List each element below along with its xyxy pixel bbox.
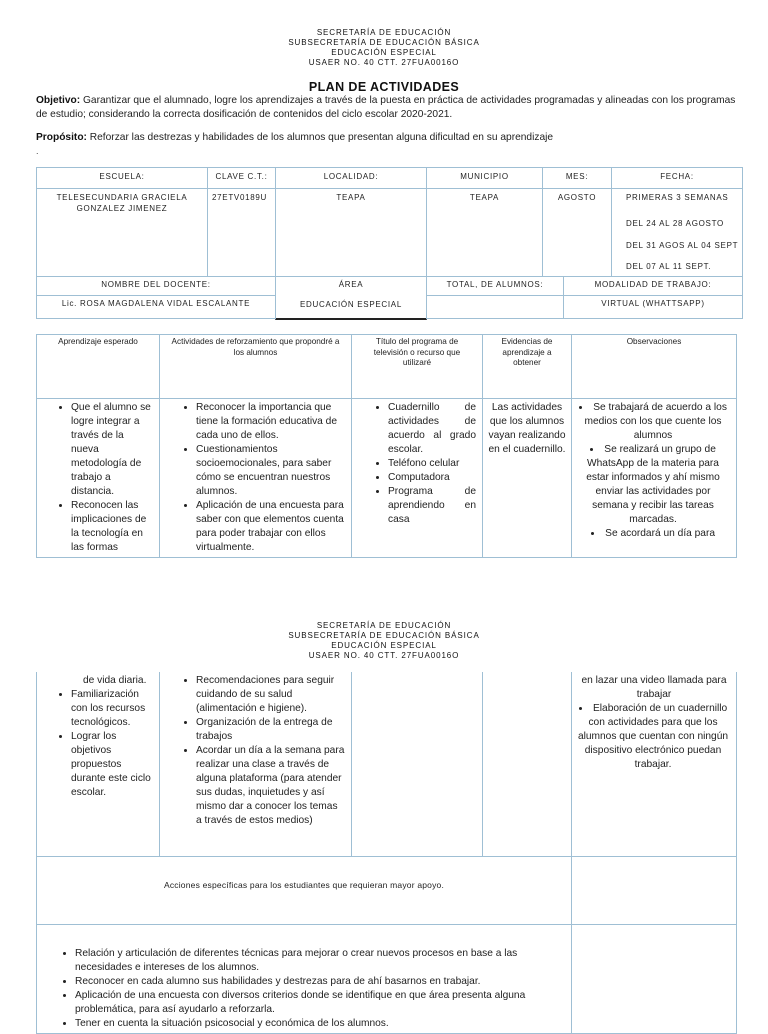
- fecha-line-1: PRIMERAS 3 SEMANAS: [626, 193, 729, 202]
- page-header: [0, 28, 768, 68]
- proposito-paragraph: [36, 131, 736, 145]
- list-item: • Programa de aprendiendo en casa: [388, 485, 476, 527]
- list-item: • Lograr los objetivos propuestos durante este ciclo escolar.: [71, 730, 153, 800]
- header-subsecretaria: SUBSECRETARÍA DE EDUCACIÓN BÁSICA: [288, 38, 480, 47]
- acciones-side-cell-2: [571, 924, 737, 1034]
- header-aprendizaje: Aprendizaje esperado: [36, 334, 160, 399]
- list-item: • Elaboración de un cuadernillo con actividades para que los alumnos que cuentan con ningún dispositivo electrónico puedan trabajar.: [576, 702, 730, 772]
- list-item: • Se trabajará de acuerdo a los medios con los que cuente los alumnos: [576, 401, 730, 443]
- list-item: • Cuestionamientos socioemocionales, para saber cómo se encuentran nuestros alumnos.: [196, 443, 345, 499]
- header-fecha: FECHA:: [611, 167, 743, 189]
- aprendizaje-cell-continued: [36, 672, 160, 857]
- list-item: • Se acordará un día para: [576, 527, 730, 541]
- area-cell: [275, 276, 427, 320]
- list-item: • Reconocer en cada alumno sus habilidades y destrezas para de ahí basarnos en trabajar.: [75, 975, 547, 989]
- list-item: • Que el alumno se logre integrar a través de la nueva metodología de trabajo a distancia.: [71, 401, 153, 499]
- list-item: • Familiarización con los recursos tecnológicos.: [71, 688, 153, 730]
- list-item: • Organización de la entrega de trabajos: [196, 716, 345, 744]
- proposito-text: Reforzar las destrezas y habilidades de los alumnos que presentan alguna dificultad en su aprendizaje: [89, 132, 554, 143]
- header-evidencias: Evidencias de aprendizaje a obtener: [482, 334, 572, 399]
- area-value: EDUCACIÓN ESPECIAL: [300, 300, 402, 309]
- escuela-value: [36, 188, 208, 277]
- header-usaer: USAER NO. 40 CTT. 27FUA0016O: [308, 58, 460, 67]
- header-secretaria: SECRETARÍA DE EDUCACIÓN: [316, 621, 452, 630]
- observaciones-cell-continued: [571, 672, 737, 857]
- proposito-label: Propósito:: [36, 132, 87, 143]
- observaciones-continuation: en lazar una video llamada para trabajar: [581, 675, 727, 700]
- header-clave: CLAVE C.T.:: [207, 167, 276, 189]
- observaciones-cell: [571, 398, 737, 558]
- list-item: • Computadora: [388, 471, 476, 485]
- recursos-cell: [351, 398, 483, 558]
- modalidad-value: VIRTUAL (WHATTSAPP): [563, 295, 743, 319]
- acciones-cell: [36, 924, 572, 1034]
- fecha-line-3: DEL 31 AGOS AL 04 SEPT: [626, 240, 739, 250]
- header-observaciones: Observaciones: [571, 334, 737, 399]
- escuela-line-2: GONZALEZ JIMENEZ: [76, 204, 168, 213]
- list-item: • Tener en cuenta la situación psicosocial y económica de los alumnos.: [75, 1017, 547, 1031]
- header-localidad: LOCALIDAD:: [275, 167, 427, 189]
- header-actividades: Actividades de reforzamiento que propondré a los alumnos: [159, 334, 352, 399]
- list-item: • Cuadernillo de actividades de acuerdo al grado escolar.: [388, 401, 476, 457]
- actividades-cell-continued: [159, 672, 352, 857]
- list-item: • Recomendaciones para seguir cuidando de su salud (alimentación e higiene).: [196, 674, 345, 716]
- municipio-value: TEAPA: [426, 188, 543, 277]
- header-modalidad: MODALIDAD DE TRABAJO:: [563, 276, 743, 296]
- header-usaer: USAER NO. 40 CTT. 27FUA0016O: [308, 651, 460, 660]
- escuela-line-1: TELESECUNDARIA GRACIELA: [56, 193, 188, 202]
- header-recurso: Título del programa de televisión o recurso que utilizaré: [351, 334, 483, 399]
- clave-value: 27ETV0189U: [207, 188, 276, 277]
- header-docente: NOMBRE DEL DOCENTE:: [36, 276, 276, 296]
- list-item: • Reconocen las implicaciones de la tecnología en las formas: [71, 499, 153, 555]
- evidencias-cell-continued: [482, 672, 572, 857]
- header-secretaria: SECRETARÍA DE EDUCACIÓN: [316, 28, 452, 37]
- mes-value: AGOSTO: [542, 188, 612, 277]
- total-value: [426, 295, 564, 319]
- stray-dot: .: [36, 146, 39, 156]
- header-municipio: MUNICIPIO: [426, 167, 543, 189]
- header-educacion-especial: EDUCACIÓN ESPECIAL: [331, 48, 437, 57]
- list-item: • Se realizará un grupo de WhatsApp de la materia para estar informados y ahí mismo enviar las actividades por semana y recibir las tareas marcadas.: [576, 443, 730, 527]
- acciones-title: Acciones específicas para los estudiantes que requieran mayor apoyo.: [36, 856, 572, 925]
- recursos-cell-continued: [351, 672, 483, 857]
- page-title: PLAN DE ACTIVIDADES: [308, 80, 460, 94]
- objetivo-text: Garantizar que el alumnado, logre los aprendizajes a través de la puesta en práctica de actividades programadas y alineadas con los programas de estudio; considerando la correcta dosificación de contenidos del ciclo escolar 2020-2021.: [36, 95, 736, 120]
- actividades-cell: [159, 398, 352, 558]
- header-area: ÁREA: [338, 280, 364, 289]
- objetivo-label: Objetivo:: [36, 95, 81, 106]
- fecha-line-4: DEL 07 AL 11 SEPT.: [626, 262, 712, 271]
- list-item: • Reconocer la importancia que tiene la formación educativa de cada uno de ellos.: [196, 401, 345, 443]
- list-item: • Aplicación de una encuesta con diversos criterios donde se identifique en que área presenta alguna problemática, para así ayudarlo a reforzarla.: [75, 989, 547, 1017]
- header-mes: MES:: [542, 167, 612, 189]
- header-educacion-especial: EDUCACIÓN ESPECIAL: [331, 641, 437, 650]
- evidencias-cell: Las actividades que los alumnos vayan realizando en el cuadernillo.: [482, 398, 572, 558]
- fecha-value: [611, 188, 743, 277]
- page-2-header: [0, 621, 768, 661]
- fecha-line-2: DEL 24 AL 28 AGOSTO: [626, 219, 724, 228]
- acciones-side-cell: [571, 856, 737, 925]
- aprendizaje-continuation: de vida diaria.: [83, 675, 147, 686]
- list-item: • Aplicación de una encuesta para saber con que elementos cuenta para poder trabajar con ellos virtualmente.: [196, 499, 345, 555]
- docente-value: Lic. ROSA MAGDALENA VIDAL ESCALANTE: [36, 295, 276, 319]
- objetivo-paragraph: [36, 94, 736, 121]
- localidad-value: TEAPA: [275, 188, 427, 277]
- list-item: • Teléfono celular: [388, 457, 476, 471]
- header-escuela: ESCUELA:: [36, 167, 208, 189]
- header-subsecretaria: SUBSECRETARÍA DE EDUCACIÓN BÁSICA: [288, 631, 480, 640]
- list-item: • Relación y articulación de diferentes técnicas para mejorar o crear nuevos procesos en base a las necesidades e intereses de los alumnos.: [75, 947, 547, 975]
- list-item: • Acordar un día a la semana para realizar una clase a través de alguna plataforma (para atender sus dudas, inquietudes y así mismo dar a conocer los temas a través de estos medios): [196, 744, 345, 828]
- header-total: TOTAL, DE ALUMNOS:: [426, 276, 564, 296]
- aprendizaje-cell: [36, 398, 160, 558]
